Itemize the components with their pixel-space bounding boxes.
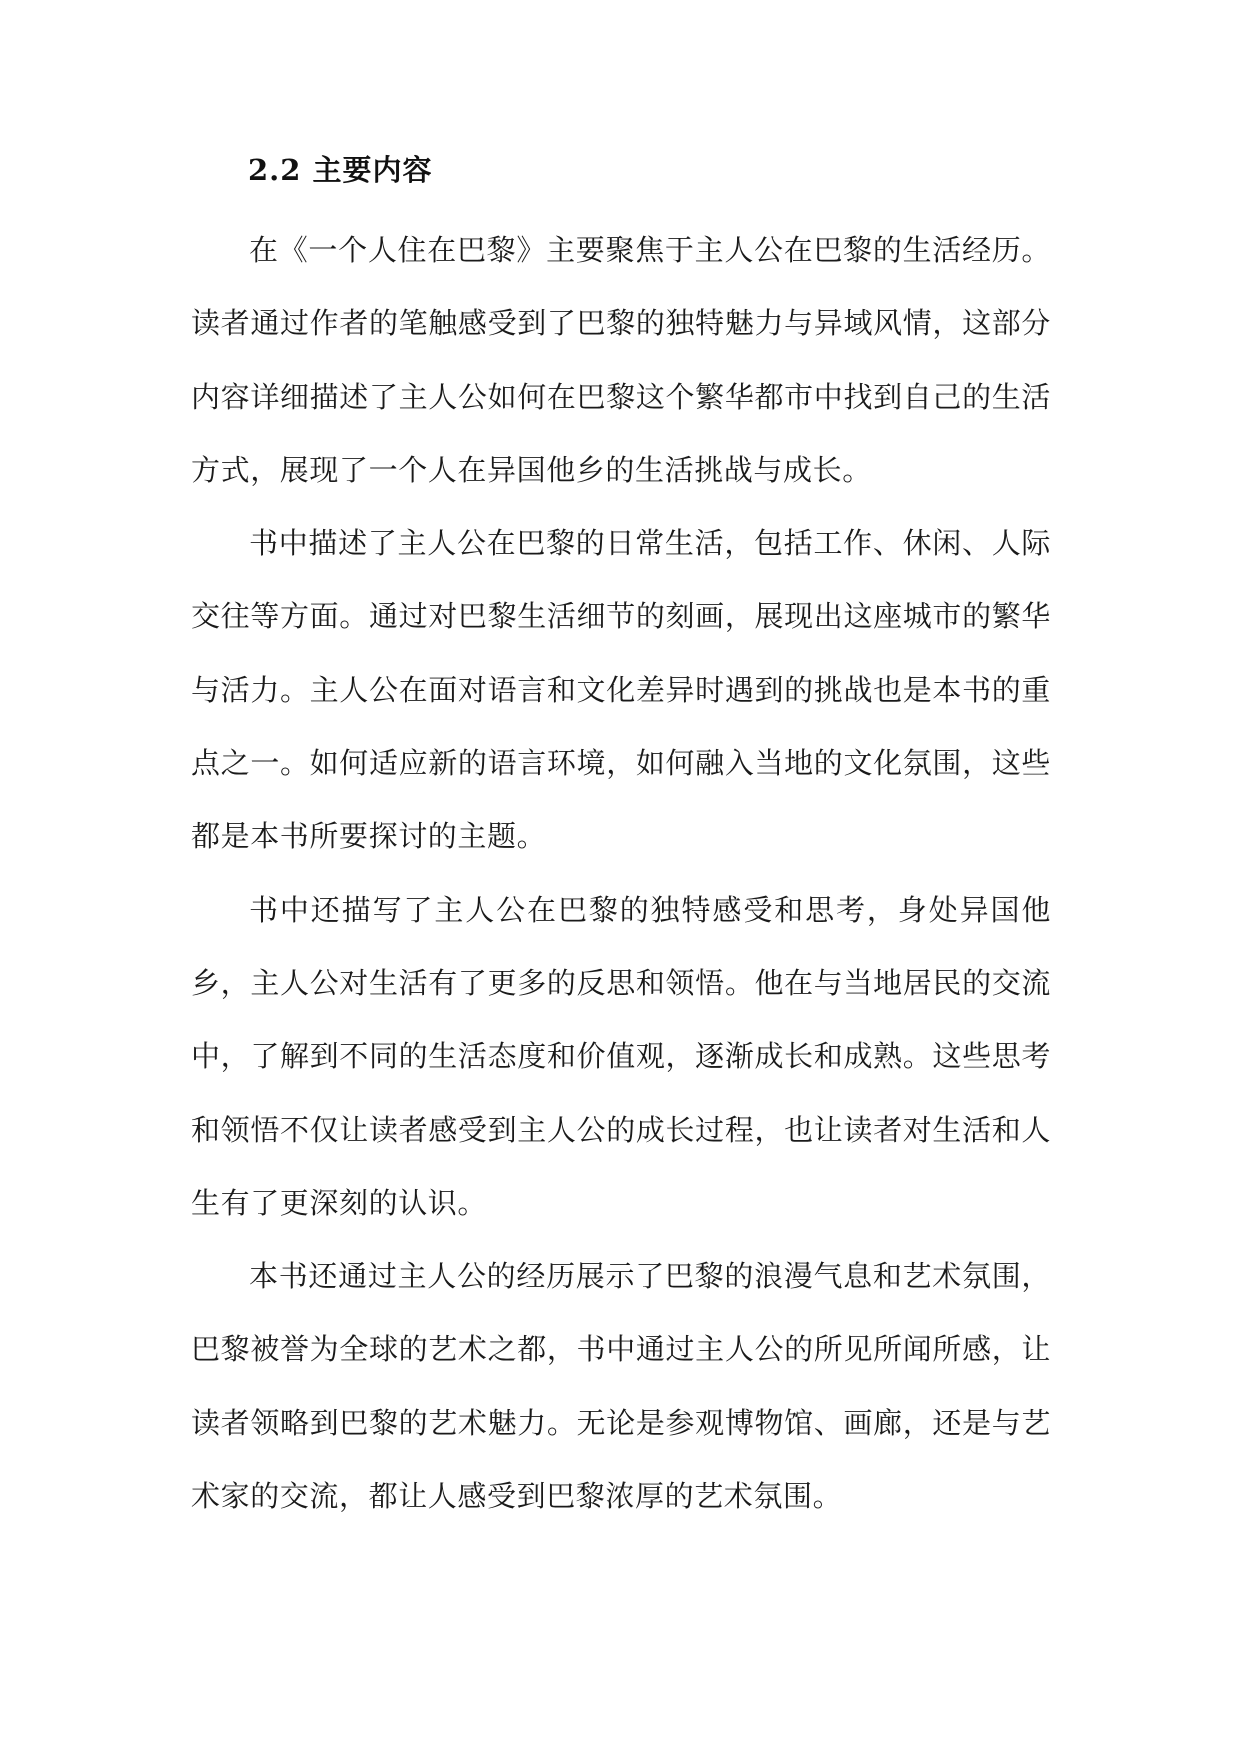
- paragraph-1: 在《一个人住在巴黎》主要聚焦于主人公在巴黎的生活经历。读者通过作者的笔触感受到了巴黎的独特魅力与异域风情，这部分内容详细描述了主人公如何在巴黎这个繁华都市中找到自己的生活方式，展现了一个人在异国他乡的生活挑战与成长。: [191, 233, 1051, 487]
- paragraph-3: 书中还描写了主人公在巴黎的独特感受和思考，身处异国他乡，主人公对生活有了更多的反思和领悟。他在与当地居民的交流中，了解到不同的生活态度和价值观，逐渐成长和成熟。这些思考和领悟不仅让读者感受到主人公的成长过程，也让读者对生活和人生有了更深刻的认识。: [191, 892, 1051, 1220]
- paragraph-4: 本书还通过主人公的经历展示了巴黎的浪漫气息和艺术氛围，巴黎被誉为全球的艺术之都，书中通过主人公的所见所闻所感，让读者领略到巴黎的艺术魅力。无论是参观博物馆、画廊，还是与艺术家的交流，都让人感受到巴黎浓厚的艺术氛围。: [191, 1259, 1051, 1514]
- section-heading: 2.2 主要内容: [248, 153, 433, 187]
- section-content: [191, 150, 1051, 1533]
- paragraph-2: 书中描述了主人公在巴黎的日常生活，包括工作、休闲、人际交往等方面。通过对巴黎生活细节的刻画，展现出这座城市的繁华与活力。主人公在面对语言和文化差异时遇到的挑战也是本书的重点之一。如何适应新的语言环境，如何融入当地的文化氛围，这些都是本书所要探讨的主题。: [191, 526, 1051, 854]
